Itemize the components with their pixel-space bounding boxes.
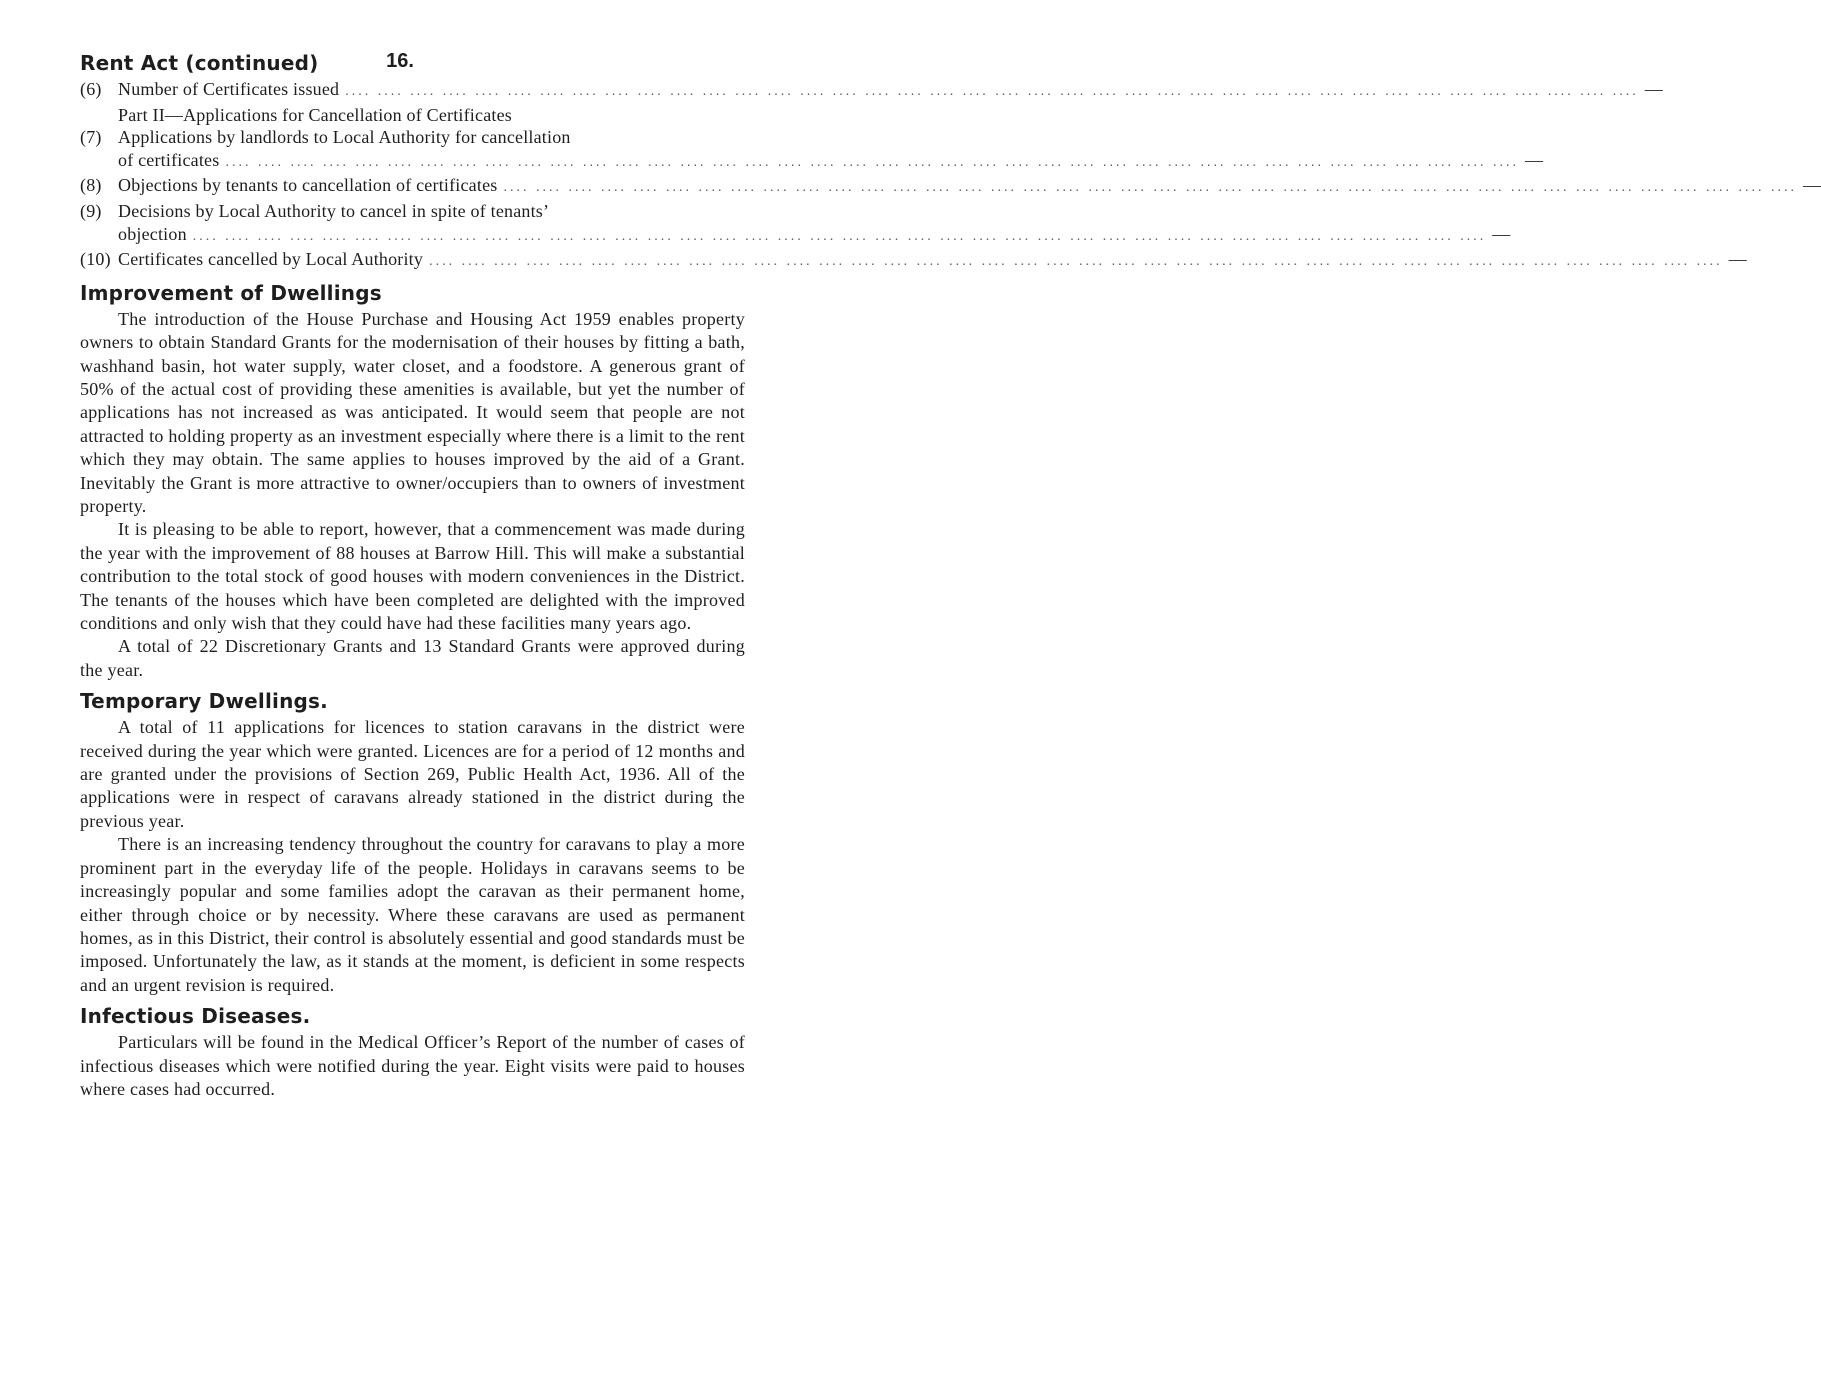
dot-leader: .... .... .... .... .... .... .... .... .... .... .... .... .... .... .... .... .... .... .... .... .... .... .... .... .... .... .... .... .... .... .... .... .... .... .... .... .... .... .... .... (225, 154, 1519, 170)
item-number: (9) (80, 200, 102, 221)
dot-leader: .... .... .... .... .... .... .... .... .... .... .... .... .... .... .... .... .... .... .... .... .... .... .... .... .... .... .... .... .... .... .... .... .... .... .... .... .... .... .... .... (192, 228, 1487, 244)
item-text: Certificates cancelled by Local Authority (118, 249, 424, 270)
improvement-heading: Improvement of Dwellings (80, 280, 382, 305)
rent-act-item (80, 200, 1511, 248)
infectious-diseases-paragraph: Particulars will be found in the Medical Officer’s Report of the number of cases of infectious diseases which were notified during the year. Eight visits were paid to houses where cases had occurred. (80, 1032, 745, 1099)
temporary-dwellings-section (80, 686, 745, 997)
improvement-paragraph: The introduction of the House Purchase and Housing Act 1959 enables property owners to obtain Standard Grants for the modernisation of their houses by fitting a bath, washhand basin, hot water supply, water closet, and a foodstore. A generous grant of 50% of the actual cost of providing these amenities is available, but yet the number of applications has not increased as was anticipated. It would seem that people are not attracted to holding property as an investment especially where there is a limit to the rent which they may obtain. The same applies to houses improved by the aid of a Grant. Inevitably the Grant is more attractive to owner/occupiers than to owners of investment property. (80, 308, 745, 516)
temporary-dwellings-paragraph: There is an increasing tendency throughout the country for caravans to play a more prominent part in the everyday life of the people. Holidays in caravans seems to be increasingly popular and some families adopt the caravan as their permanent home, either through choice or by necessity. Where these caravans are used as permanent homes, as in this District, their control is absolutely essential and good standards must be imposed. Unfortunately the law, as it stands at the moment, is deficient in some respects and an urgent revision is required. (80, 834, 745, 995)
improvement-paragraph: A total of 22 Discretionary Grants and 13 Standard Grants were approved during the year. (80, 636, 745, 680)
item-value: — (1728, 249, 1747, 270)
item-text: Objections by tenants to cancellation of certificates (118, 175, 498, 196)
document-page (80, 48, 1821, 1101)
item-value: — (1492, 223, 1511, 244)
rent-act-section (80, 48, 1821, 274)
dot-leader: .... .... .... .... .... .... .... .... .... .... .... .... .... .... .... .... .... .... .... .... .... .... .... .... .... .... .... .... .... .... .... .... .... .... .... .... .... .... .... .... (429, 254, 1723, 270)
item-value: — (1802, 175, 1821, 196)
item-number: (8) (80, 175, 102, 196)
item-number: (6) (80, 79, 102, 99)
item-number: (10) (80, 249, 111, 270)
item-text: Applications by landlords to Local Authority for cancellation (118, 127, 571, 148)
rent-act-heading: Rent Act (continued) (80, 51, 319, 75)
dot-leader: .... .... .... .... .... .... .... .... .... .... .... .... .... .... .... .... .... .... .... .... .... .... .... .... .... .... .... .... .... .... .... .... .... .... .... .... .... .... .... .... (345, 84, 1639, 99)
temporary-dwellings-heading: Temporary Dwellings. (80, 689, 328, 714)
page-number: 16. (386, 50, 414, 72)
infectious-diseases-section (80, 1001, 745, 1101)
improvement-paragraph: It is pleasing to be able to report, however, that a commencement was made during the year with the improvement of 88 houses at Barrow Hill. This will make a substantial contribution to the total stock of good houses with modern conveniences in the District. The tenants of the houses which have been completed are delighted with the improved conditions and only wish that they could have had these facilities many years ago. (80, 519, 745, 634)
item-value: — (1524, 149, 1544, 170)
dot-leader: .... .... .... .... .... .... .... .... .... .... .... .... .... .... .... .... .... .... .... .... .... .... .... .... .... .... .... .... .... .... .... .... .... .... .... .... .... .... .... .... (503, 180, 1797, 196)
item-text: objection (118, 223, 187, 244)
rent-act-list (80, 78, 1821, 274)
item-text: Part II—Applications for Cancellation of Certificates (118, 104, 512, 125)
rent-act-item (80, 174, 1821, 200)
temporary-dwellings-paragraph: A total of 11 applications for licences to station caravans in the district were received during the year which were granted. Licences are for a period of 12 months and are granted under the provisions of Section 269, Public Health Act, 1936. All of the applications were in respect of caravans already stationed in the district during the previous year. (80, 717, 745, 831)
improvement-section (80, 278, 745, 683)
item-number (80, 104, 118, 127)
infectious-diseases-heading: Infectious Diseases. (80, 1004, 311, 1029)
rent-act-item (80, 78, 1663, 104)
rent-act-item (80, 126, 1544, 174)
item-text: Decisions by Local Authority to cancel in spite of tenants’ (118, 200, 550, 221)
rent-act-item (80, 104, 745, 127)
item-number: (7) (80, 127, 102, 148)
item-text: of certificates (118, 149, 220, 170)
item-value: — (1644, 79, 1663, 99)
item-text: Number of Certificates issued (118, 79, 340, 99)
rent-act-item (80, 248, 1747, 274)
